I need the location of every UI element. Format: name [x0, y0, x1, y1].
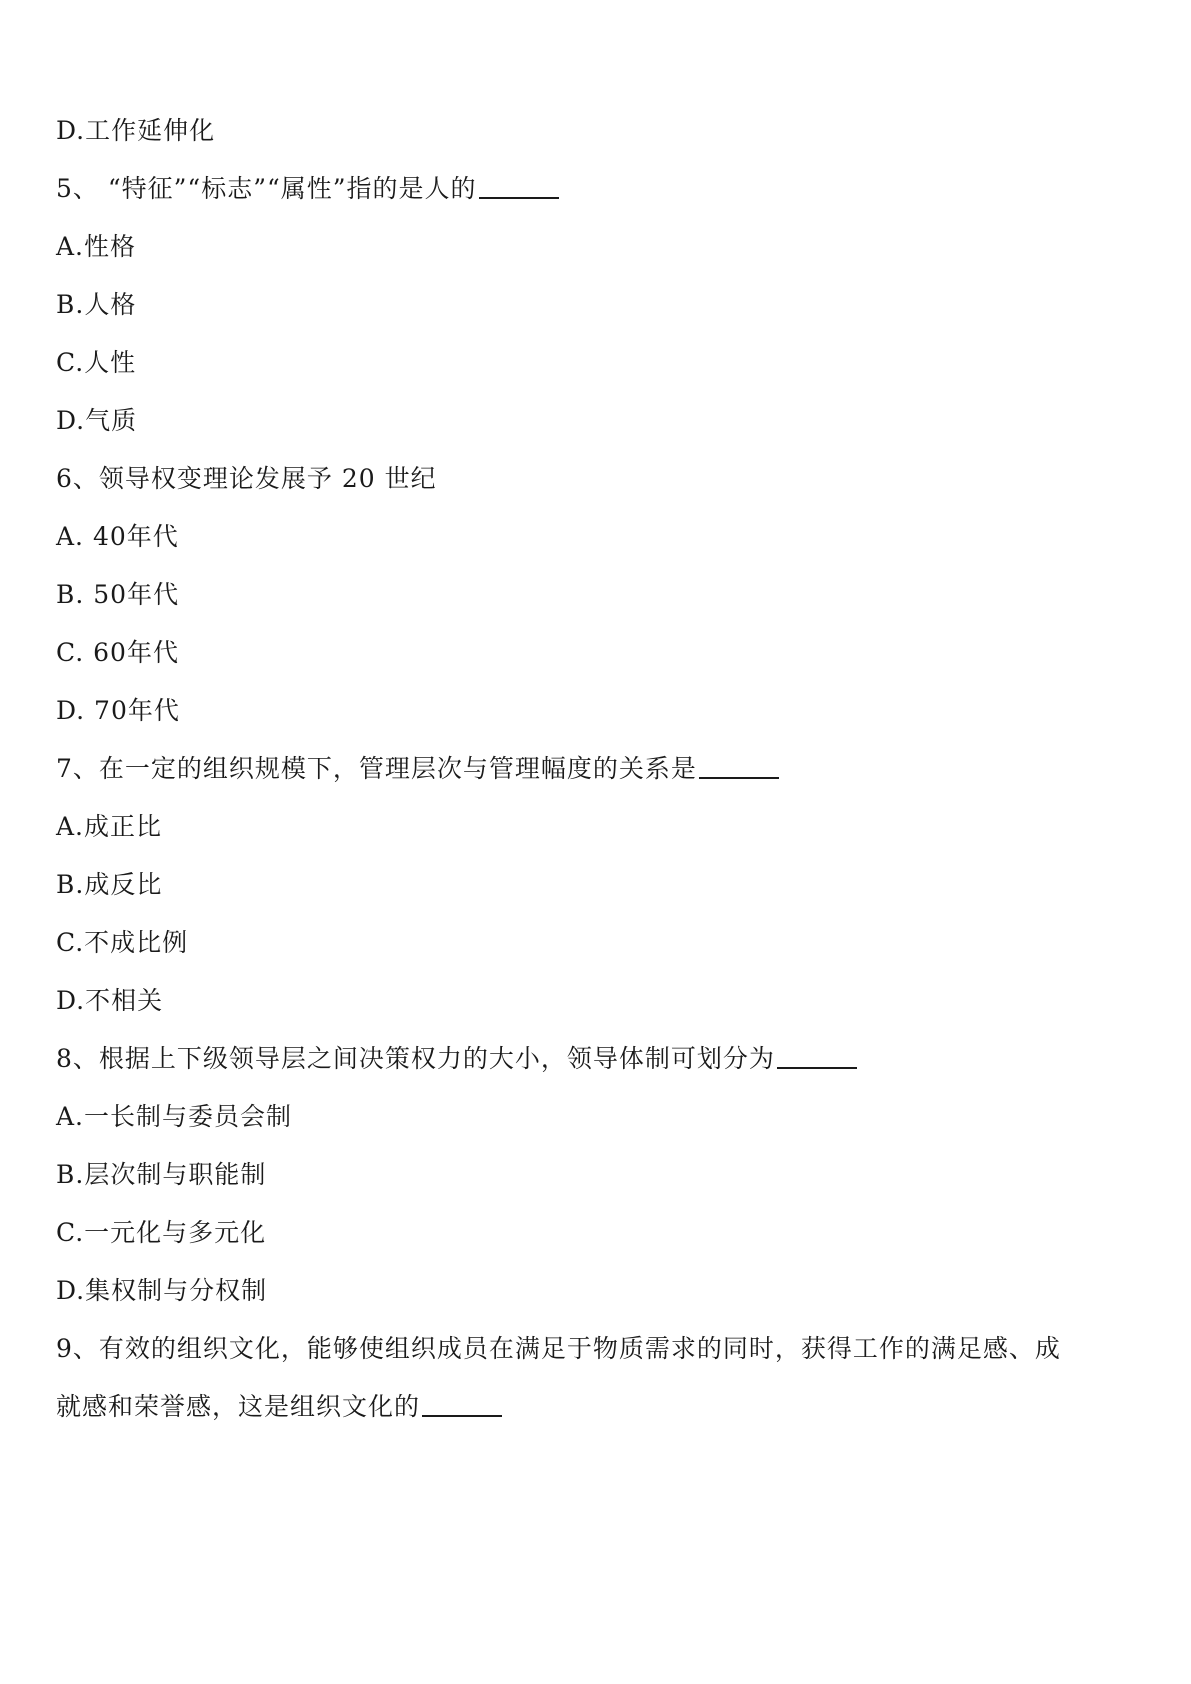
- q7-option-b: B.成反比: [56, 870, 163, 899]
- q5-stem-text: 5、 “特征”“标志”“属性”指的是人的: [56, 174, 477, 203]
- q8-option-b: B.层次制与职能制: [56, 1160, 267, 1189]
- q8-option-c: C.一元化与多元化: [56, 1218, 267, 1247]
- q8-stem: [56, 1042, 857, 1076]
- q8-stem-text: 8、根据上下级领导层之间决策权力的大小，领导体制可划分为: [56, 1044, 775, 1073]
- q6-option-d: D. 70年代: [56, 696, 180, 725]
- q6-option-a: A. 40年代: [56, 522, 179, 551]
- q9-stem-text: 就感和荣誉感，这是组织文化的: [56, 1392, 421, 1421]
- answer-blank: [777, 1067, 857, 1069]
- q5-option-c: C.人性: [56, 348, 137, 377]
- q6-option-c: C. 60年代: [56, 638, 179, 667]
- q5-option-d: D.气质: [56, 406, 138, 435]
- q5-option-b: B.人格: [56, 290, 137, 319]
- answer-blank: [422, 1415, 502, 1417]
- q4-option-d: D.工作延伸化: [56, 116, 216, 145]
- q9-stem-line1: 9、有效的组织文化，能够使组织成员在满足于物质需求的同时，获得工作的满足感、成: [56, 1334, 1061, 1363]
- q6-option-b: B. 50年代: [56, 580, 180, 609]
- answer-blank: [699, 777, 779, 779]
- q8-option-d: D.集权制与分权制: [56, 1276, 268, 1305]
- q7-option-d: D.不相关: [56, 986, 164, 1015]
- q7-stem-text: 7、在一定的组织规模下，管理层次与管理幅度的关系是: [56, 754, 697, 783]
- q8-option-a: A.一长制与委员会制: [56, 1102, 293, 1131]
- q9-stem-line2: [56, 1390, 502, 1424]
- q5-stem: [56, 172, 559, 206]
- q6-stem: 6、领导权变理论发展予 20 世纪: [56, 464, 437, 493]
- q7-option-c: C.不成比例: [56, 928, 189, 957]
- q5-option-a: A.性格: [56, 232, 137, 261]
- q7-option-a: A.成正比: [56, 812, 163, 841]
- q7-stem: [56, 752, 779, 786]
- answer-blank: [479, 197, 559, 199]
